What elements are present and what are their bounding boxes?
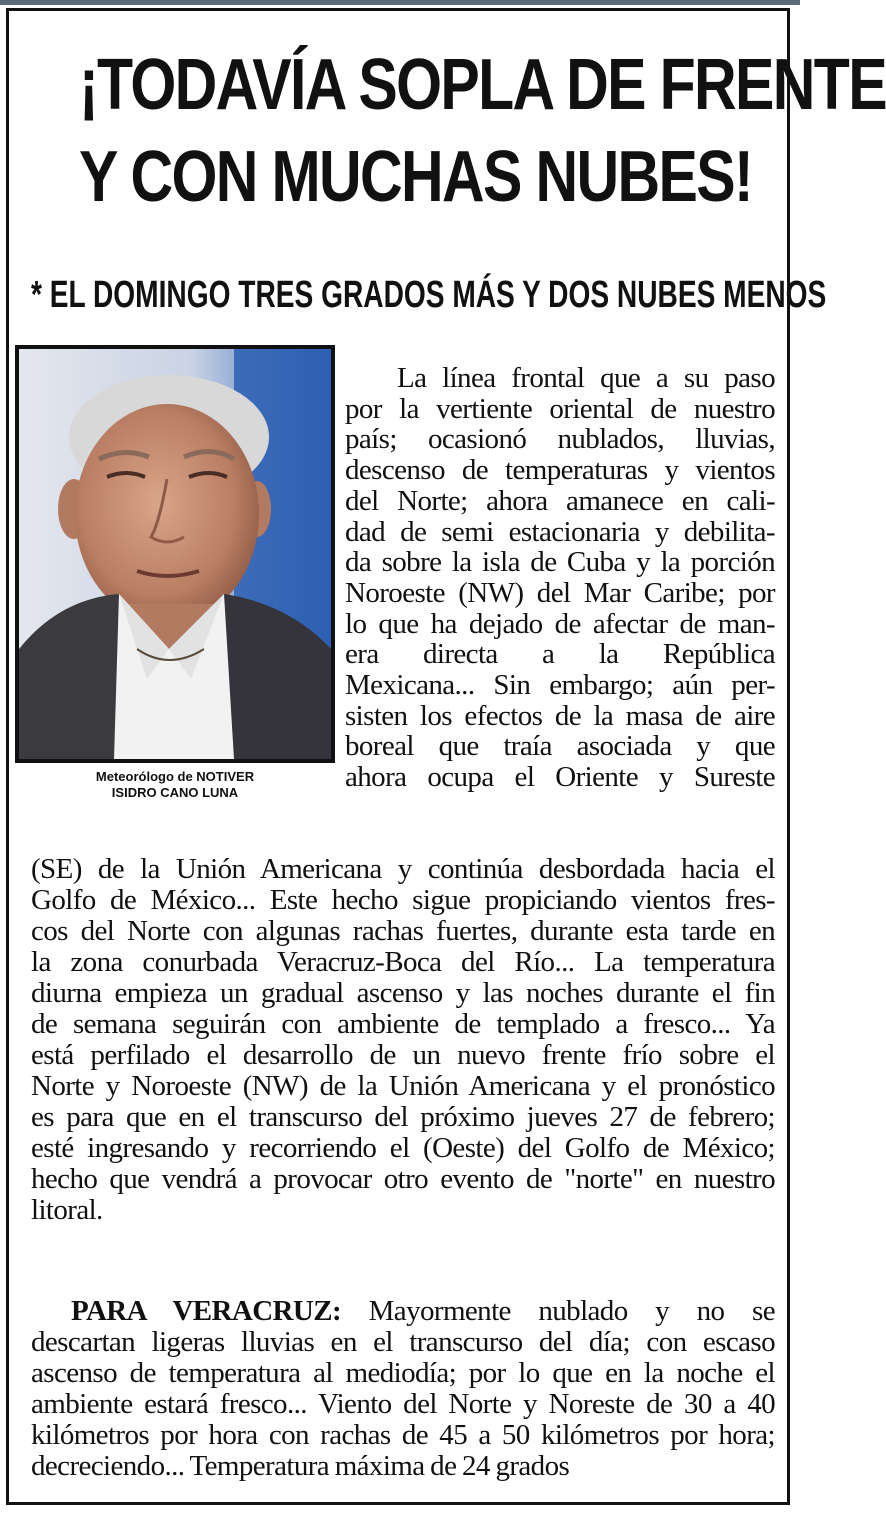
caption-line-1: Meteorólogo de NOTIVER [95,769,255,784]
meteorologist-photo [15,345,335,763]
headline [79,39,886,223]
forecast-line: ascenso de temperatura al mediodía; por lo que en la noche el [31,1357,775,1389]
article-body [31,854,775,1226]
body-line: esté ingresando y recorriendo el (Oeste) del Golfo de México; [31,1132,775,1164]
body-line: diurna empieza un gradual ascenso y las noches durante el fin [31,977,775,1009]
body-line: de semana seguirán con ambiente de templado a fresco... Ya [31,1008,775,1040]
forecast-line [31,1296,775,1327]
photo-caption [15,769,335,801]
body-line: del Norte; ahora amanece en cali- [345,484,775,517]
forecast-line: descartan ligeras lluvias en el transcurso del día; con escaso [31,1326,775,1358]
body-line: cos del Norte con algunas rachas fuertes, durante esta tarde en [31,915,775,947]
caption-line-2: ISIDRO CANO LUNA [111,785,239,800]
body-line: lo que ha dejado de afectar de man- [345,607,775,640]
body-line: ahora ocupa el Oriente y Sureste [345,761,775,794]
forecast-line: decreciendo... Temperatura máxima de 24 grados [31,1450,570,1482]
forecast-line: kilómetros por hora con rachas de 45 a 50 kilómetros por hora; [31,1419,775,1451]
body-line: por la vertiente oriental de nuestro [345,392,775,425]
forecast-label: PARA VERACRUZ: [71,1295,342,1327]
body-line: está perfilado el desarrollo de un nuevo frente frío sobre el [31,1039,775,1071]
body-line: da sobre la isla de Cuba y la porción [345,546,775,579]
article-intro-column [345,363,775,793]
body-line: era directa a la República [345,638,775,671]
article-frame [6,8,886,1505]
top-color-strip [0,0,800,5]
body-line: (SE) de la Unión Americana y continúa desbordada hacia el [31,853,775,885]
body-line: es para que en el transcurso del próximo jueves 27 de febrero; [31,1101,775,1133]
body-line: Mexicana... Sin embargo; aún per- [345,669,775,702]
body-line: sisten los efectos de la masa de aire [345,699,775,732]
body-line: La línea frontal que a su paso [397,362,775,394]
body-line: litoral. [31,1194,103,1226]
body-line: Golfo de México... Este hecho sigue propiciando vientos fres- [31,884,775,916]
headline-line-2: Y CON MUCHAS NUBES! [79,137,753,217]
body-line: país; ocasionó nublados, lluvias, [345,423,775,456]
headline-line-1: ¡TODAVÍA SOPLA DE FRENTE [79,45,886,125]
body-line: hecho que vendrá a provocar otro evento de "norte" en nuestro [31,1163,775,1195]
subheadline: * EL DOMINGO TRES GRADOS MÁS Y DOS NUBES MENOS [31,274,827,316]
body-line: descenso de temperaturas y vientos [345,454,775,487]
body-line: Noroeste (NW) del Mar Caribe; por [345,576,775,609]
portrait-image [19,349,331,759]
forecast-text: Mayormente nublado y no se [341,1295,775,1327]
body-line: dad de semi estacionaria y debilita- [345,515,775,548]
forecast-line: ambiente estará fresco... Viento del Norte y Noreste de 30 a 40 [31,1388,775,1420]
body-line: Norte y Noroeste (NW) de la Unión Americana y el pronóstico [31,1070,775,1102]
veracruz-forecast [31,1296,775,1482]
body-line: boreal que traía asociada y que [345,730,775,763]
body-line: la zona conurbada Veracruz-Boca del Río... La temperatura [31,946,775,978]
